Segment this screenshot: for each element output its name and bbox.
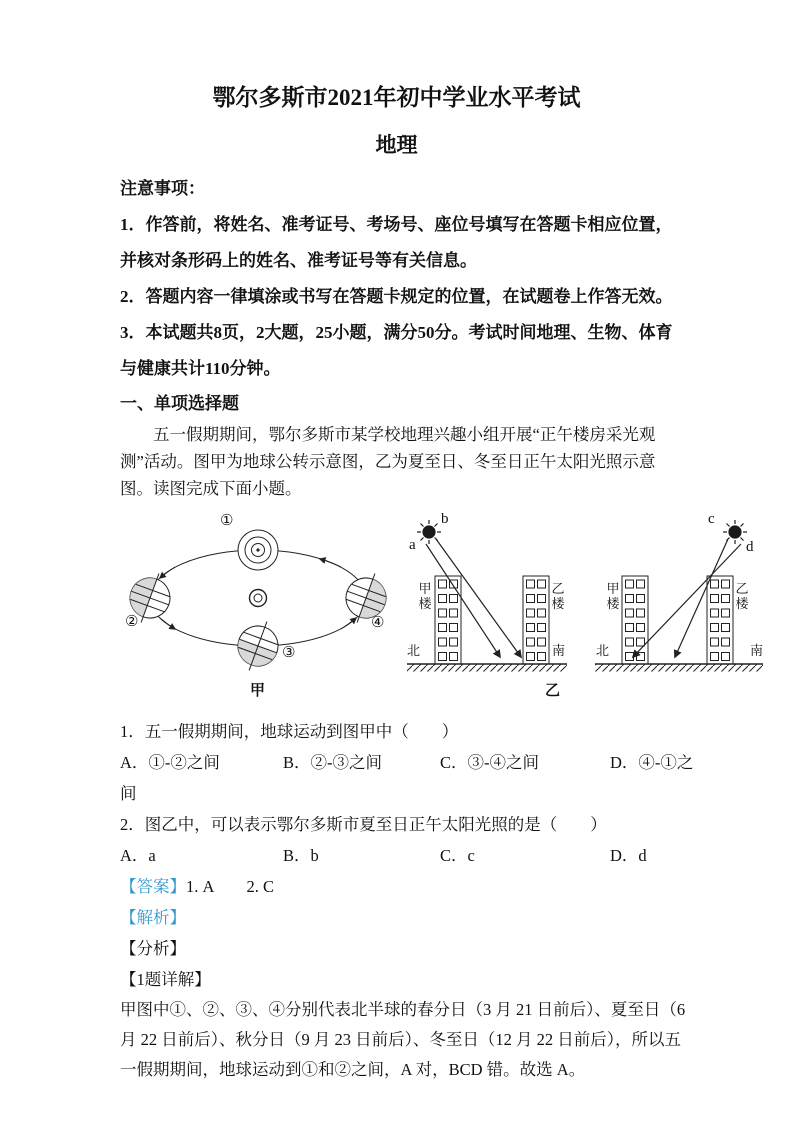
- sunlight-buildings-diagram: [405, 512, 775, 704]
- question-passage: 五一假期期间，鄂尔多斯市某学校地理兴趣小组开展“正午楼房采光观测”活动。图甲为地球公转示意图，乙为夏至日、冬至日正午太阳光照示意图。读图完成下面小题。: [120, 424, 656, 498]
- section-heading: 一、单项选择题: [120, 393, 239, 413]
- earth-position-3-globe: [230, 614, 285, 677]
- orbit-position-2-label: ②: [125, 613, 139, 630]
- notice-heading: 注意事项：: [120, 178, 205, 198]
- notice-item-2: 2．答题内容一律填涂或书写在答题卡规定的位置，在试题卷上作答无效。: [120, 286, 673, 306]
- direction-south-1: 南: [552, 642, 566, 658]
- ground-hatch-2: [595, 664, 763, 671]
- question-1-option-b: B．②-③之间: [283, 752, 382, 772]
- question-2-option-c: C．c: [440, 845, 475, 865]
- question-1-option-a: A．①-②之间: [120, 752, 220, 772]
- sun-label-b: b: [441, 510, 449, 527]
- notice-item-3: 3．本试题共8页，2大题，25小题，满分50分。考试时间地理、生物、体育与健康共计110分钟。: [120, 322, 673, 378]
- question-2-option-a: A．a: [120, 845, 156, 865]
- figure-jia-caption: 甲: [249, 682, 265, 699]
- building-jia-1: [435, 576, 461, 664]
- sun-center-icon: [250, 589, 267, 606]
- earth-orbit-diagram: [120, 512, 395, 704]
- question-1-option-c: C．③-④之间: [440, 752, 539, 772]
- sun-label-c: c: [708, 510, 715, 527]
- question-1-options: [120, 747, 698, 809]
- direction-north-1: 北: [407, 642, 421, 658]
- sun-label-d: d: [746, 538, 754, 555]
- direction-south-2: 南: [750, 642, 764, 658]
- building-label-yilou-1: 乙楼: [551, 580, 565, 611]
- detail-text: 甲图中①、②、③、④分别代表北半球的春分日（3 月 21 日前后）、夏至日（6 月 22 日前后）、秋分日（9 月 23 日前后）、冬至日（12 月 22 日前后），所以五一假期期间，地球运动到①和②之间，A 对，BCD 错。故选 A。: [120, 999, 686, 1079]
- building-yi-2: [707, 576, 733, 664]
- building-yi-1: [523, 576, 549, 664]
- figure-jia: [120, 512, 395, 704]
- exam-title: 鄂尔多斯市2021年初中学业水平考试: [212, 85, 581, 110]
- orbit-position-3-label: ③: [282, 644, 296, 661]
- sun-icon-1: [417, 520, 441, 544]
- notice-item-1: 1．作答前，将姓名、准考证号、考场号、座位号填写在答题卡相应位置，并核对条形码上的姓名、准考证号等有关信息。: [120, 214, 673, 270]
- sun-icon-2: [723, 520, 747, 544]
- answer-label: 【答案】: [120, 876, 186, 896]
- detail-heading: 【1题详解】: [120, 969, 211, 989]
- building-label-yilou-2: 乙楼: [735, 580, 749, 611]
- direction-north-2: 北: [596, 642, 610, 658]
- orbit-position-1-label: ①: [220, 512, 234, 529]
- sun-label-a: a: [409, 536, 416, 553]
- orbit-position-4-label: ④: [371, 614, 385, 631]
- ground-hatch-1: [407, 664, 567, 671]
- jiexi-label: 【解析】: [120, 907, 186, 927]
- earth-position-1-globe: [238, 530, 278, 570]
- question-2-option-b: B．b: [283, 845, 319, 865]
- question-2-option-d: D．d: [610, 845, 647, 865]
- figure-yi: [405, 512, 775, 704]
- answer-value: 1. A 2. C: [186, 876, 275, 896]
- figure-yi-caption: 乙: [545, 682, 561, 699]
- building-jia-2: [622, 576, 648, 664]
- building-label-jialou-2: 甲楼: [606, 580, 620, 611]
- question-2-stem: 2．图乙中，可以表示鄂尔多斯市夏至日正午太阳光照的是（ ）: [120, 814, 607, 834]
- question-1-option-d: D．④-①之间: [120, 752, 694, 803]
- fenxi-label: 【分析】: [120, 938, 186, 958]
- question-2-options: [120, 840, 698, 871]
- figure-row: [120, 512, 793, 704]
- exam-subject: 地理: [375, 132, 418, 157]
- building-label-jialou-1: 甲楼: [418, 580, 432, 611]
- answer-line: [120, 871, 793, 902]
- earth-position-4-globe: [338, 566, 393, 629]
- question-1-stem: 1．五一假期期间，地球运动到图甲中（ ）: [120, 721, 459, 741]
